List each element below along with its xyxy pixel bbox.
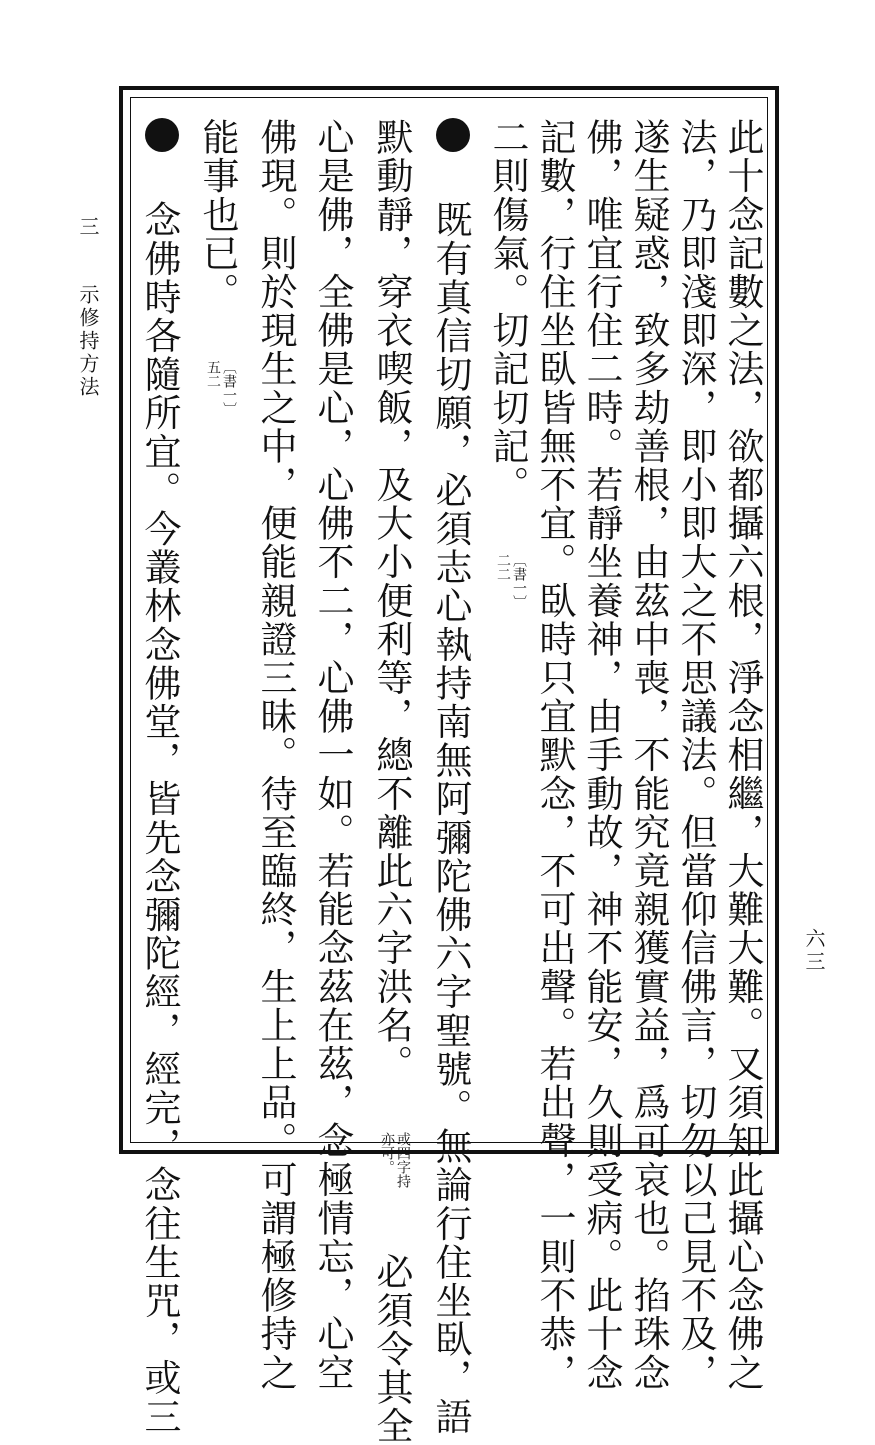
column-text: 佛現。則於現生之中，便能親證三昧。待至臨終，生上上品。可謂極修持之: [254, 118, 297, 1392]
column-text: 心是佛，全佛是心，心佛不二，心佛一如。若能念茲在茲，念極情忘，心空: [311, 118, 354, 1392]
source-note-line: 二二: [495, 552, 511, 581]
page-number: 六三: [802, 928, 826, 974]
source-note-line: 五二: [205, 359, 221, 388]
text-column-11: [197, 118, 237, 1128]
inline-annotation: [379, 1132, 411, 1204]
source-note-line: 〔書一〕: [511, 552, 527, 609]
column-text: 默動靜，穿衣喫飯，及大小便利等，總不離此六字洪名。: [370, 118, 413, 1083]
text-column-2: [674, 118, 717, 1392]
column-text-continued: 必須令其全: [370, 1252, 413, 1445]
text-column-4: [580, 118, 623, 1392]
text-column-12: [138, 118, 181, 1436]
text-column-10: [254, 118, 297, 1392]
column-text: 念佛時各隨所宜。今叢林念佛堂，皆先念彌陀經，經完，念往生咒，或三: [138, 200, 181, 1436]
source-note: [495, 553, 527, 625]
section-title: 示修持方法: [76, 284, 100, 399]
source-note: [205, 360, 237, 432]
column-text: 能事也已。: [196, 118, 239, 311]
text-column-6: [487, 118, 527, 1128]
annotation-line: 或四字持: [395, 1131, 411, 1188]
text-column-5: [533, 118, 576, 1392]
column-text: 二則傷氣。切記切記。: [486, 118, 529, 504]
text-column-9: [311, 118, 354, 1392]
text-column-8: [370, 118, 413, 1445]
section-number: 三: [76, 216, 100, 239]
bullet-icon: [145, 118, 179, 152]
column-text: 記數，行住坐臥皆無不宜。臥時只宜默念，不可出聲。若出聲，一則不恭，: [533, 118, 576, 1392]
column-text: 此十念記數之法，欲都攝六根，淨念相繼，大難大難。又須知此攝心念佛之: [721, 118, 764, 1392]
column-text: 遂生疑惑，致多劫善根，由茲中喪，不能究竟親獲實益，爲可哀也。掐珠念: [627, 118, 670, 1392]
text-column-1: [721, 118, 764, 1392]
column-text: 既有真信切願，必須志心執持南無阿彌陀佛六字聖號。無論行住坐臥，語: [429, 200, 472, 1436]
text-column-7: [429, 118, 472, 1436]
text-column-3: [627, 118, 670, 1392]
column-text: 法，乃即淺即深，即小即大之不思議法。但當仰信佛言，切勿以己見不及，: [674, 118, 717, 1392]
running-header: [74, 216, 103, 399]
annotation-line: 亦可。: [379, 1131, 395, 1174]
column-text: 佛，唯宜行住二時。若靜坐養神，由手動故，神不能安，久則受病。此十念: [580, 118, 623, 1392]
bullet-icon: [436, 118, 470, 152]
source-note-line: 〔書一〕: [221, 359, 237, 416]
